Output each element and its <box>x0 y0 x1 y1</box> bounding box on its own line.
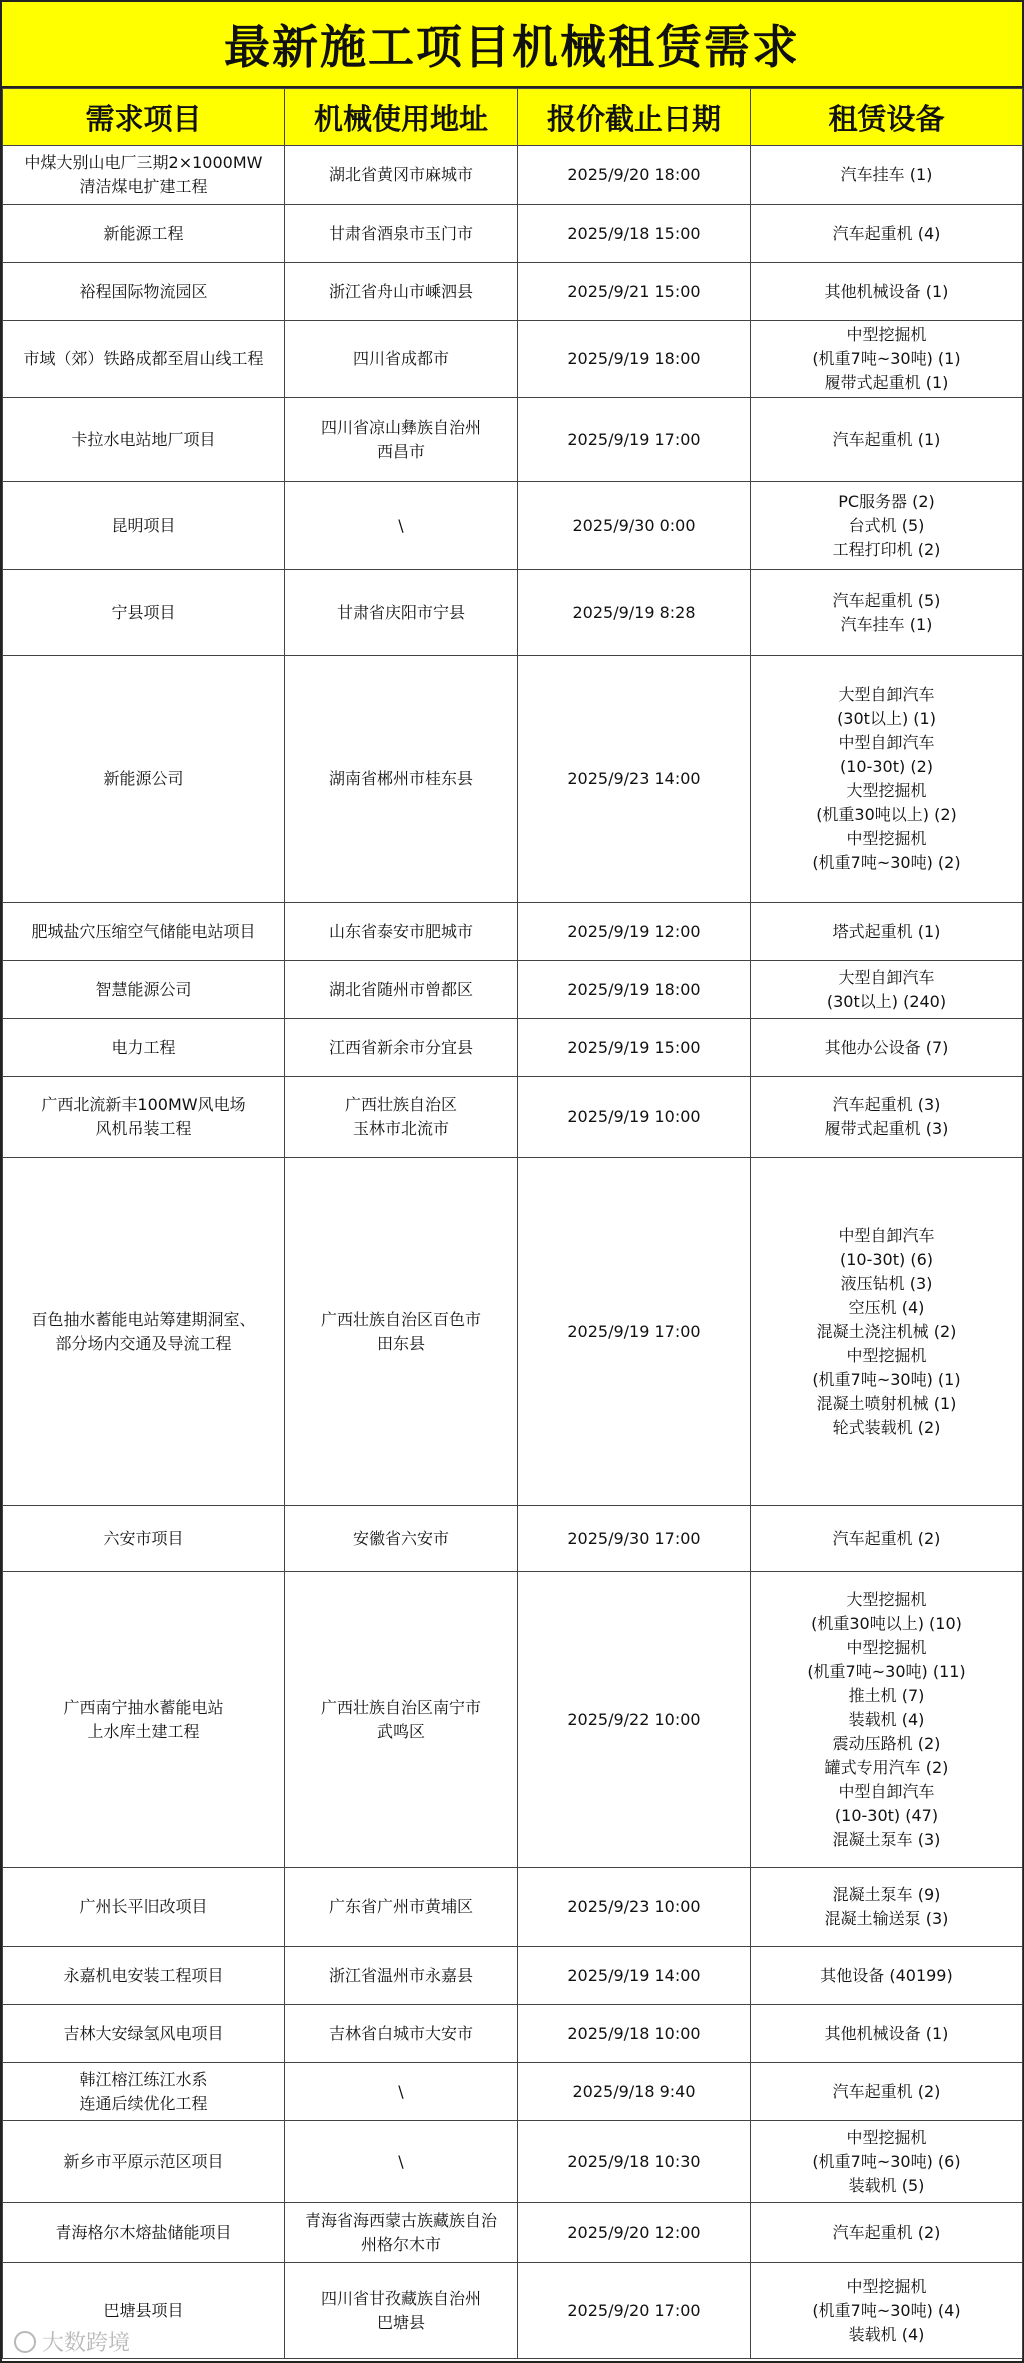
cell-address: 四川省甘孜藏族自治州 巴塘县 <box>285 2263 518 2359</box>
cell-equipment: 汽车起重机 (2) <box>751 1506 1023 1572</box>
table-row <box>3 146 1023 205</box>
demand-table <box>2 88 1023 2359</box>
cell-project: 卡拉水电站地厂项目 <box>3 398 285 482</box>
table-row <box>3 1077 1023 1158</box>
cell-project: 巴塘县项目 <box>3 2263 285 2359</box>
cell-address: 青海省海西蒙古族藏族自治 州格尔木市 <box>285 2203 518 2263</box>
cell-project: 广西南宁抽水蓄能电站 上水库土建工程 <box>3 1572 285 1868</box>
cell-deadline: 2025/9/30 17:00 <box>518 1506 751 1572</box>
cell-project: 韩江榕江练江水系 连通后续优化工程 <box>3 2063 285 2121</box>
cell-address: \ <box>285 2063 518 2121</box>
cell-project: 广西北流新丰100MW风电场 风机吊装工程 <box>3 1077 285 1158</box>
table-row <box>3 2005 1023 2063</box>
cell-equipment: 汽车起重机 (5) 汽车挂车 (1) <box>751 570 1023 656</box>
table-header-row <box>3 89 1023 146</box>
watermark <box>14 2326 130 2357</box>
cell-deadline: 2025/9/30 0:00 <box>518 482 751 570</box>
table-row <box>3 1572 1023 1868</box>
column-header-address: 机械使用地址 <box>285 89 518 146</box>
cell-equipment: 汽车起重机 (2) <box>751 2063 1023 2121</box>
table-row <box>3 1158 1023 1506</box>
cell-deadline: 2025/9/19 17:00 <box>518 398 751 482</box>
cell-address: 四川省成都市 <box>285 321 518 398</box>
table-row <box>3 903 1023 961</box>
cell-address: 甘肃省庆阳市宁县 <box>285 570 518 656</box>
cell-equipment: PC服务器 (2) 台式机 (5) 工程打印机 (2) <box>751 482 1023 570</box>
cell-deadline: 2025/9/19 8:28 <box>518 570 751 656</box>
column-header-equipment: 租赁设备 <box>751 89 1023 146</box>
cell-deadline: 2025/9/20 18:00 <box>518 146 751 205</box>
cell-equipment: 中型挖掘机 (机重7吨~30吨) (4) 装载机 (4) <box>751 2263 1023 2359</box>
table-row <box>3 570 1023 656</box>
cell-project: 电力工程 <box>3 1019 285 1077</box>
cell-project: 青海格尔木熔盐储能项目 <box>3 2203 285 2263</box>
cell-address: 广西壮族自治区 玉林市北流市 <box>285 1077 518 1158</box>
cell-project: 市域（郊）铁路成都至眉山线工程 <box>3 321 285 398</box>
cell-address: 湖北省随州市曾都区 <box>285 961 518 1019</box>
cell-address: 安徽省六安市 <box>285 1506 518 1572</box>
cell-project: 裕程国际物流园区 <box>3 263 285 321</box>
cell-address: 湖北省黄冈市麻城市 <box>285 146 518 205</box>
cell-equipment: 中型挖掘机 (机重7吨~30吨) (1) 履带式起重机 (1) <box>751 321 1023 398</box>
cell-equipment: 其他机械设备 (1) <box>751 2005 1023 2063</box>
cell-deadline: 2025/9/20 17:00 <box>518 2263 751 2359</box>
cell-deadline: 2025/9/19 18:00 <box>518 961 751 1019</box>
cell-deadline: 2025/9/18 15:00 <box>518 205 751 263</box>
table-row <box>3 2063 1023 2121</box>
cell-address: 甘肃省酒泉市玉门市 <box>285 205 518 263</box>
cell-deadline: 2025/9/23 14:00 <box>518 656 751 903</box>
cell-equipment: 大型自卸汽车 (30t以上) (1) 中型自卸汽车 (10-30t) (2) 大型挖掘机 (机重30吨以上) (2) 中型挖掘机 (机重7吨~30吨) (2) <box>751 656 1023 903</box>
cell-address: 吉林省白城市大安市 <box>285 2005 518 2063</box>
cell-deadline: 2025/9/19 12:00 <box>518 903 751 961</box>
cell-address: 广西壮族自治区南宁市 武鸣区 <box>285 1572 518 1868</box>
table-row <box>3 2263 1023 2359</box>
cell-deadline: 2025/9/19 14:00 <box>518 1947 751 2005</box>
cell-project: 吉林大安绿氢风电项目 <box>3 2005 285 2063</box>
table-row <box>3 398 1023 482</box>
cell-project: 昆明项目 <box>3 482 285 570</box>
cell-equipment: 中型挖掘机 (机重7吨~30吨) (6) 装载机 (5) <box>751 2121 1023 2203</box>
cell-deadline: 2025/9/18 10:30 <box>518 2121 751 2203</box>
cell-deadline: 2025/9/23 10:00 <box>518 1868 751 1947</box>
cell-equipment: 汽车起重机 (2) <box>751 2203 1023 2263</box>
cell-address: 四川省凉山彝族自治州 西昌市 <box>285 398 518 482</box>
cell-project: 智慧能源公司 <box>3 961 285 1019</box>
cell-project: 新乡市平原示范区项目 <box>3 2121 285 2203</box>
cell-equipment: 汽车起重机 (1) <box>751 398 1023 482</box>
cell-deadline: 2025/9/18 9:40 <box>518 2063 751 2121</box>
cell-project: 肥城盐穴压缩空气储能电站项目 <box>3 903 285 961</box>
table-row <box>3 1506 1023 1572</box>
cell-project: 宁县项目 <box>3 570 285 656</box>
cell-equipment: 其他设备 (40199) <box>751 1947 1023 2005</box>
cell-project: 中煤大别山电厂三期2×1000MW 清洁煤电扩建工程 <box>3 146 285 205</box>
cell-deadline: 2025/9/19 10:00 <box>518 1077 751 1158</box>
watermark-logo-icon <box>14 2331 36 2353</box>
cell-equipment: 汽车起重机 (3) 履带式起重机 (3) <box>751 1077 1023 1158</box>
cell-equipment: 混凝土泵车 (9) 混凝土输送泵 (3) <box>751 1868 1023 1947</box>
cell-deadline: 2025/9/19 18:00 <box>518 321 751 398</box>
table-row <box>3 1019 1023 1077</box>
cell-address: 广西壮族自治区百色市 田东县 <box>285 1158 518 1506</box>
cell-address: \ <box>285 2121 518 2203</box>
table-row <box>3 961 1023 1019</box>
cell-address: 浙江省舟山市嵊泗县 <box>285 263 518 321</box>
cell-equipment: 大型挖掘机 (机重30吨以上) (10) 中型挖掘机 (机重7吨~30吨) (11) 推土机 (7) 装载机 (4) 震动压路机 (2) 罐式专用汽车 (2) 中型自卸汽车 (10-30t) (47) 混凝土泵车 (3) <box>751 1572 1023 1868</box>
cell-project: 永嘉机电安装工程项目 <box>3 1947 285 2005</box>
table-row <box>3 1947 1023 2005</box>
cell-equipment: 汽车起重机 (4) <box>751 205 1023 263</box>
column-header-project: 需求项目 <box>3 89 285 146</box>
column-header-deadline: 报价截止日期 <box>518 89 751 146</box>
table-row <box>3 1868 1023 1947</box>
cell-address: \ <box>285 482 518 570</box>
cell-project: 新能源工程 <box>3 205 285 263</box>
cell-deadline: 2025/9/19 17:00 <box>518 1158 751 1506</box>
cell-address: 湖南省郴州市桂东县 <box>285 656 518 903</box>
cell-project: 广州长平旧改项目 <box>3 1868 285 1947</box>
cell-project: 六安市项目 <box>3 1506 285 1572</box>
cell-equipment: 汽车挂车 (1) <box>751 146 1023 205</box>
cell-equipment: 大型自卸汽车 (30t以上) (240) <box>751 961 1023 1019</box>
cell-address: 广东省广州市黄埔区 <box>285 1868 518 1947</box>
table-row <box>3 321 1023 398</box>
cell-deadline: 2025/9/21 15:00 <box>518 263 751 321</box>
cell-deadline: 2025/9/20 12:00 <box>518 2203 751 2263</box>
cell-project: 新能源公司 <box>3 656 285 903</box>
table-row <box>3 205 1023 263</box>
cell-equipment: 其他机械设备 (1) <box>751 263 1023 321</box>
page-title: 最新施工项目机械租赁需求 <box>2 2 1022 88</box>
cell-deadline: 2025/9/22 10:00 <box>518 1572 751 1868</box>
cell-equipment: 中型自卸汽车 (10-30t) (6) 液压钻机 (3) 空压机 (4) 混凝土浇注机械 (2) 中型挖掘机 (机重7吨~30吨) (1) 混凝土喷射机械 (1) 轮式装载机 (2) <box>751 1158 1023 1506</box>
cell-deadline: 2025/9/18 10:00 <box>518 2005 751 2063</box>
cell-address: 江西省新余市分宜县 <box>285 1019 518 1077</box>
watermark-text: 大数跨境 <box>42 2331 131 2356</box>
table-row <box>3 656 1023 903</box>
table-row <box>3 482 1023 570</box>
cell-project: 百色抽水蓄能电站筹建期洞室、 部分场内交通及导流工程 <box>3 1158 285 1506</box>
cell-equipment: 塔式起重机 (1) <box>751 903 1023 961</box>
cell-equipment: 其他办公设备 (7) <box>751 1019 1023 1077</box>
cell-address: 浙江省温州市永嘉县 <box>285 1947 518 2005</box>
cell-deadline: 2025/9/19 15:00 <box>518 1019 751 1077</box>
cell-address: 山东省泰安市肥城市 <box>285 903 518 961</box>
table-row <box>3 2121 1023 2203</box>
table-row <box>3 2203 1023 2263</box>
table-row <box>3 263 1023 321</box>
